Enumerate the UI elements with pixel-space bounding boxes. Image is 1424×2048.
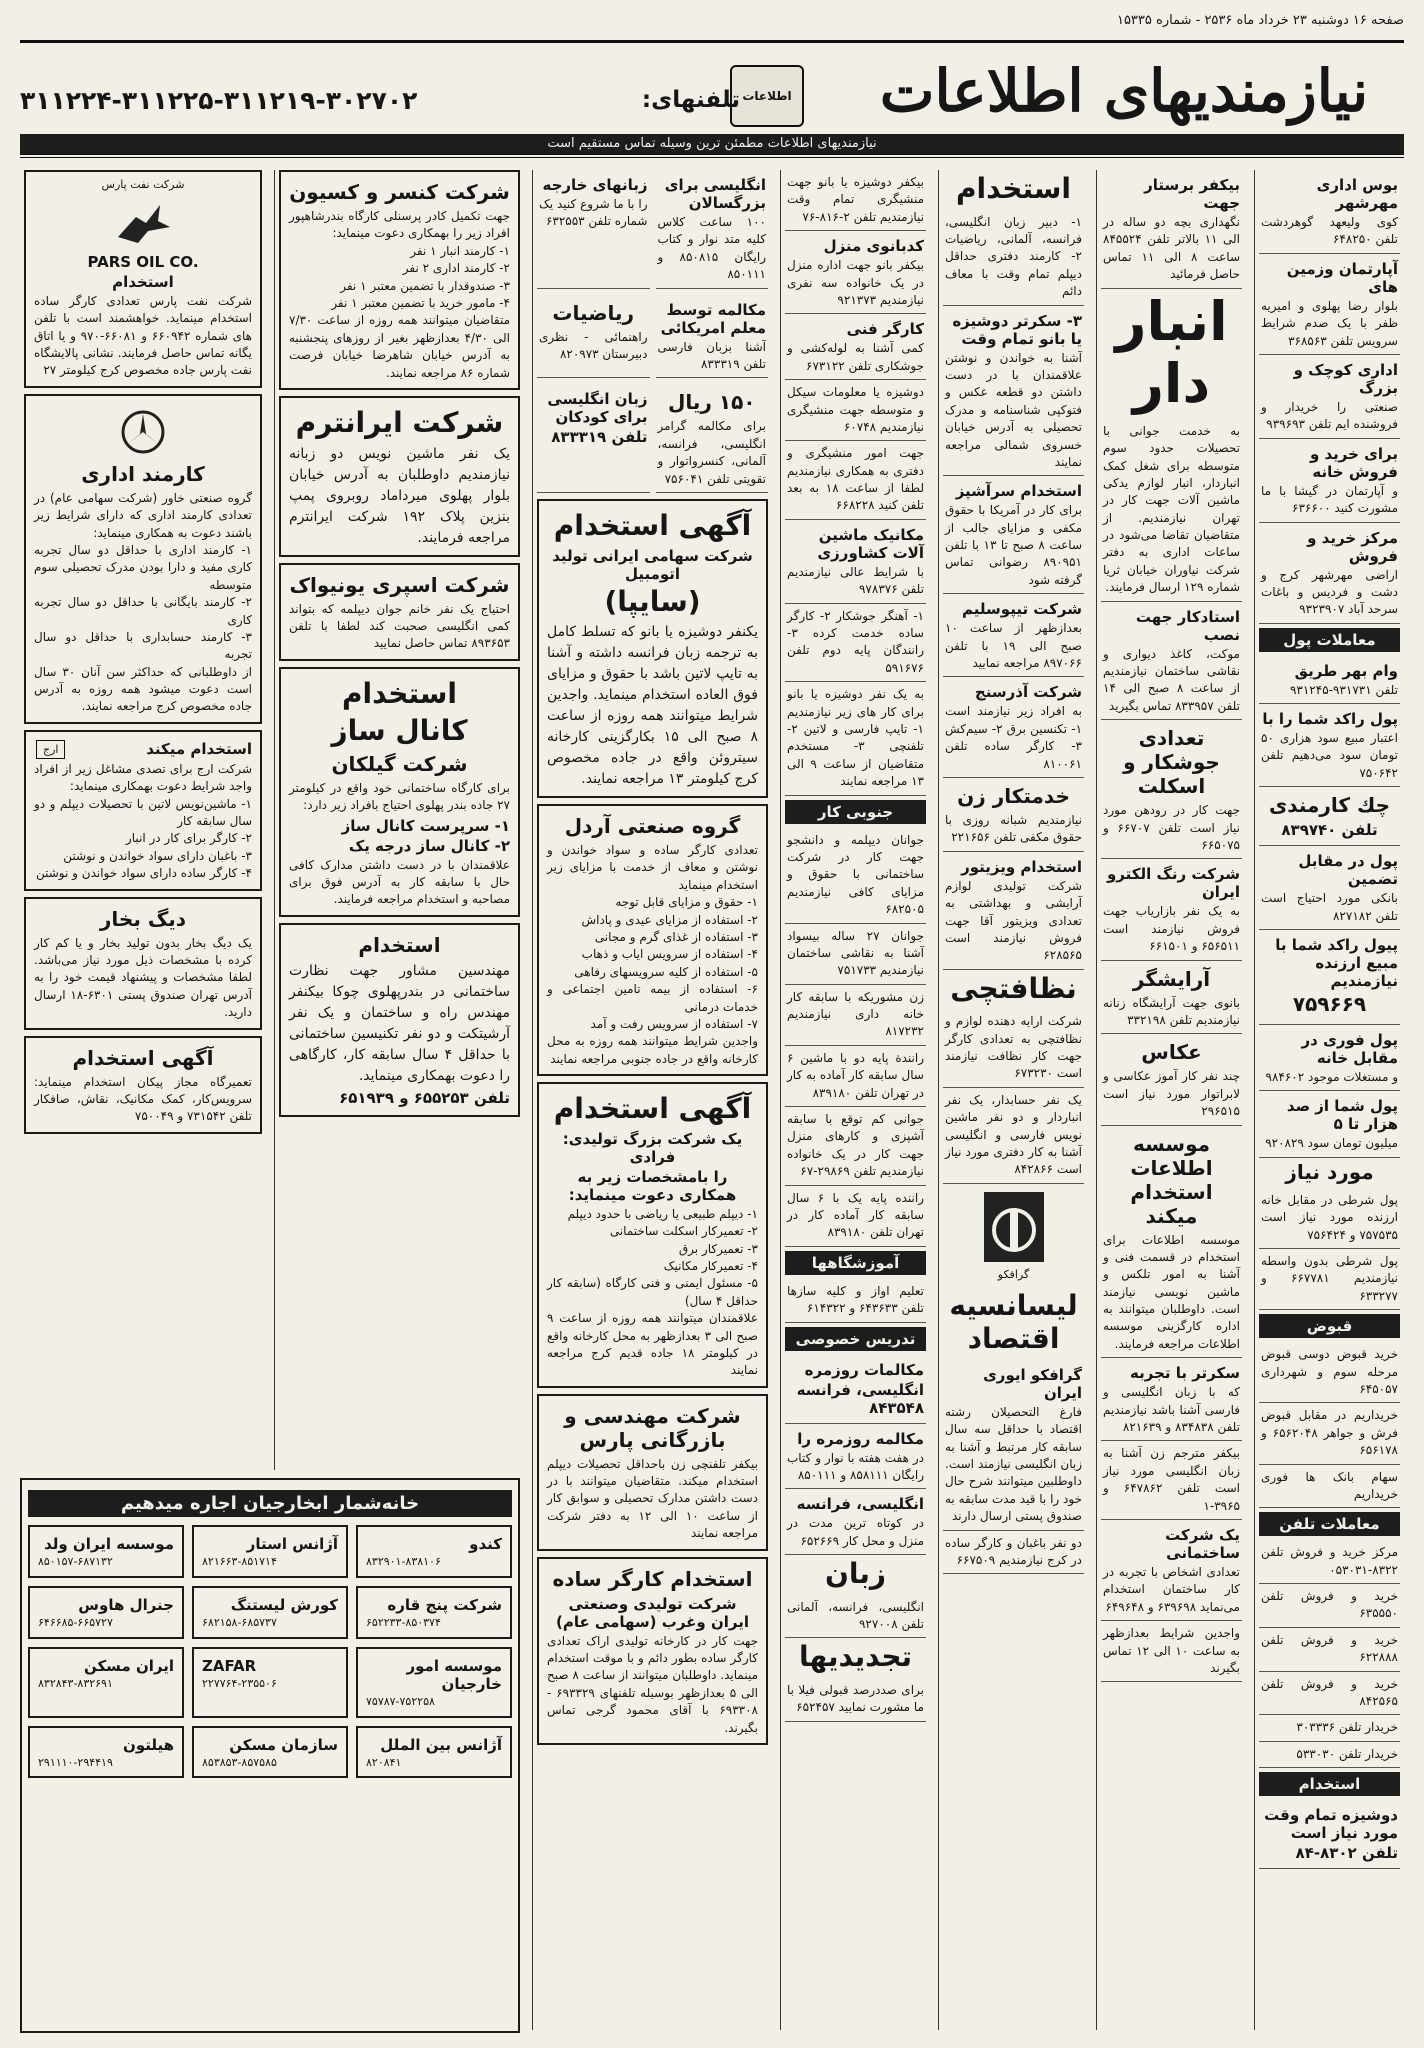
list-item: آرایشگر بانوی جهت آرایشگاه زنانه نیازمندیم تلفن ۳۳۲۱۹۸ [1101,961,1242,1035]
column-1 [1254,170,1404,2030]
list-item: سازمان مسکن ۸۵۳۸۵۳-۸۵۷۵۸۵ [192,1726,348,1779]
list-item: چك كارمندی تلفن ۸۳۹۷۴۰ [1259,787,1400,846]
list-item: انگلیسی، فرانسه در کوتاه ترین مدت در منزل و محل کار ۶۵۲۶۶۹ [785,1489,926,1555]
section-banner-receipts: قبوض [1259,1314,1400,1338]
list-item: مکالمات روزمره انگلیسی، فرانسه ۸۴۳۵۴۸ [785,1355,926,1424]
list-item: استخدام سرآشپز برای کار در آمریکا با حقوق مکفی و مزایای جالب از ساعت ۸ صبح تا ۱۳ با تلفن ۸۹۰۹۵۱ رضوانی تماس گرفته شود [943,476,1084,594]
list-item: بوس اداری مهرشهر کوی ولیعهد گوهردشت تلفن ۶۴۸۲۵۰ [1259,170,1400,254]
concert-ad: شرکت کنسر و کسیون جهت تکمیل کادر پرسنلی کارگاه بندرشاهپور افراد زیر را بهمکاری دعوت مینماید: ۱- کارمند انبار ۱ نفر ۲- کارمند اداری ۲ نفر ۳- صندوقدار با تضمین معتبر ۱ نفر ۴- مامور خرید با تضمین معتبر ۱ نفر متقاضیان میتوانند همه روزه از ساعت ۷/۳۰ الی ۴/۳۰ بعدازظهر بغیر از روزهای پنجشنبه به آدرس خیابان شاهرضا خیابان فرصت شماره ۸۶ مراجعه نمایند. [279,170,520,390]
list-item: خرید و فروش تلفن ۸۴۲۵۶۵ [1259,1672,1400,1716]
list-item: زبان انگلیسی برای کودکان تلفن ۸۳۳۳۱۹ [537,384,650,493]
list-item: دو نفر باغبان و کارگر ساده در کرج نیازمندیم ۶۶۷۵۰۹ [943,1531,1084,1575]
newspaper-title: نیازمندیهای اطلاعات [879,57,1369,125]
masthead [20,40,1404,158]
cleaner-heading: نظافتچی [950,971,1077,1005]
list-item: مکالمه روزمره را در هفت هفته با نوار و کتاب رایگان ۸۵۸۱۱۱ و ۸۵۰۱۱۱ [785,1424,926,1490]
masthead-subtitle: نیازمندیهای اطلاعات مطمئن ترین وسیله تماس مستقیم است [20,134,1404,154]
rental-title: خانه‌شمار ابخارجیان اجاره میدهیم [28,1490,512,1517]
arj-logo: ارج [36,740,65,759]
list-item: عکاس چند نفر کار آموز عکاسی و لابراتوار مورد نیاز است ۲۹۶۵۱۵ [1101,1034,1242,1125]
list-item: جوانان ۲۷ ساله بیسواد آشنا به نقاشی ساختمان نیازمندیم ۷۵۱۷۳۳ [785,924,926,985]
list-item: جوانی کم توقع با سابقه آشپزی و کارهای منزل جهت کار در یک خانواده نیازمندیم تلفن ۲۹۸۶۹-۶۷ [785,1107,926,1186]
boiler-ad: دیگ بخار یک دیگ بخار بدون تولید بخار و یا کم کار کرده با مشخصات ذیل مورد نیاز می‌باشد. لطفا مشخصات و پیشنهاد قیمت خود را به آدرس تهران صندوق پستی ۶۳۰۱-۱۸ ارسال دارید. [24,897,262,1030]
page-info-bar [20,8,1404,32]
list-item: موسسه ایران ولد ۸۵۰۱۵۷-۶۸۷۱۳۲ [28,1525,184,1578]
list-item: موسسه امور خارجیان ۷۵۷۸۷-۷۵۲۲۵۸ [356,1647,512,1718]
list-item: دوشیزه تمام وقت مورد نیاز است تلفن ۸۳۰۲-۸۴ [1259,1800,1400,1869]
list-item: خریدار تلفن ۳۰۳۳۳۶ [1259,1715,1400,1741]
benz-ad: کارمند اداری گروه صنعتی خاور (شرکت سهامی عام) در تعدادی کارمند اداری که دارای شرایط زیر باشند دعوت به همکاری مینماید: ۱- کارمند اداری با حداقل دو سال تجربه کاری مفید و دارا بودن مدرک تحصیلی سوم متوسطه ۲- کارمند بایگانی با حداقل دو سال تجربه کاری ۳- کارمند حسابداری با حداقل دو سال تجربه از داوطلبانی که حداکثر سن آنان ۳۰ سال است دعوت میشود همه روزه به آدرس جاده مخصوص کرج مراجعه نمایند. [24,394,262,724]
section-banner-schools: آموزشگاهها [785,1251,926,1275]
rental-section [20,1478,520,2033]
list-item: انگلیسی برای بزرگسالان ۱۰۰ ساعت کلاس کلیه متد نوار و کتاب رایگان ۸۵۰۸۱۵ و ۸۵۰۱۱۱ [656,170,769,289]
list-item: خریدار تلفن ۵۳۳۰۳۰ [1259,1742,1400,1768]
list-item: خرید قبوض دوسی قبوض مرحله سوم و شهرداری ۶۴۵۰۵۷ [1259,1342,1400,1403]
list-item: استخدام ویزیتور شرکت تولیدی لوازم آرایشی و بهداشتی به تعدادی ویزیتور آقا جهت فروش نیازمند است ۶۲۸۵۶۵ [943,852,1084,970]
list-item: بیکفر دوشیزه یا بانو جهت منشیگری تمام وقت نیازمندیم تلفن ۲-۸۱۶-۷۶ [785,170,926,231]
section-banner-money: معاملات پول [1259,628,1400,652]
list-item: مکانیک ماشین آلات کشاورزی با شرایط عالی نیازمندیم تلفن ۹۷۸۳۷۶ [785,520,926,604]
list-item: سهام بانک ها فوری خریداریم [1259,1465,1400,1509]
pegasus-icon [108,197,178,249]
list-item: پول شما از صد هزار تا ۵ میلیون تومان سود ۹۲۰۸۲۹ [1259,1091,1400,1157]
list-item: پول فوری در مقابل خانه و مستغلات موجود ۹۸۴۶۰۲ [1259,1025,1400,1091]
employment-heading: استخدام [955,172,1072,205]
list-item: شرکت رنگ الکترو ایران به یک نفر بازاریاب جهت فروش نیازمند است ۶۵۶۵۱۱ و ۶۶۱۵۰۱ [1101,859,1242,960]
list-item: پول شرطی در مقابل خانه ارزنده مورد نیاز است ۷۵۷۵۳۵ و ۷۵۶۴۲۴ [1259,1188,1400,1249]
list-item: برای صددرصد قبولی فیلا با ما مشورت نمایید ۶۵۲۴۵۷ [785,1678,926,1722]
list-item: برای خرید و فروش خانه و آپارتمان در گیشا با ما مشورت کنید ۶۳۶۶۰۰ [1259,439,1400,523]
phones-label: تلفنهای: [641,87,740,113]
list-item: خرید و فروش تلفن ۶۳۵۵۵۰ [1259,1584,1400,1628]
list-item: پول راکد شما را با اعتبار مبیع سود هزاری ۵۰ تومان سود می‌دهیم تلفن ۷۵۰۶۴۲ [1259,704,1400,787]
pars-engineering-ad: شرکت مهندسی و بازرگانی پارس بیکفر تلفنچی زن باحداقل تحصیلات دیپلم استخدام میکند. متقاضیان میتوانند با در دست داشتن مدارک تحصیلی و سوابق کار از ساعت ۱۰ الی ۱۲ به دفتر شرکت مراجعه نمایند [537,1394,768,1551]
column-3 [938,170,1088,2030]
gilkan-ad: استخدام کانال ساز شرکت گیلکان برای کارگاه ساختمانی خود واقع در کیلومتر ۲۷ جاده بندر پهلوی احتیاج بافراد زیر دارد: ۱- سرپرست کانال ساز ۲- کانال ساز درجه یک علاقمندان با در دست داشتن مدارک کافی حال با سابقه کار به آدرس فوق برای مصاحبه و استخدام مراجعه فرمایند. [279,667,520,917]
list-item: گرافکو ایوری ایران فارغ التحصیلان رشته اقتصاد با حداقل سه سال سابقه کار مرتبط و آشنا به زبان انگلیسی نیازمند است. داوطلبین میتوانند شرح حال خود را با قید مدت سابقه به صندوق پستی ارسال دارند [943,1360,1084,1531]
list-item: جنرال هاوس ۶۴۶۶۸۵-۶۶۵۷۲۷ [28,1586,184,1639]
list-item: جوانان دیپلمه و دانشجو جهت کار در شرکت ساختمانی با حقوق و مزایای کافی نیازمندیم ۶۸۲۵۰۵ [785,828,926,924]
column-7 [20,170,266,1470]
list-item: شرکت تیپوسلیم بعدازظهر از ساعت ۱۰ صبح الی ۱۹ با تلفن ۸۹۷۰۶۶ مراجعه نمایید [943,594,1084,677]
section-banner-employment: استخدام [1259,1772,1400,1796]
list-item: یک شرکت ساختمانی تعدادی اشخاص با تجربه در کار ساختمان استخدام می‌نماید ۶۳۹۶۹۸ و ۶۴۹۶۴۸ [1101,1520,1242,1621]
warehouse-keeper-heading: انبار دار [1115,289,1228,415]
engineer-ad: استخدام مهندسین مشاور جهت نظارت ساختمانی در بندرپهلوی چوکا بیکنفر مهندس راه و ساختمان و یک نفر آرشیتکت و دو نفر تکنیسین ساختمانی با حداقل ۴ سال سابقه کار، کارگاهی را دعوت بهمکاری مینماید. تلفن ۶۵۵۲۵۳ و ۶۵۱۹۳۹ [279,923,520,1117]
ardel-ad: گروه صنعتی آردل تعدادی کارگر ساده و سواد خواندن و نوشتن و معاف از خدمت با مزایای زیر استخدام مینماید ۱- حقوق و مزایای قابل توجه ۲- استفاده از مزایای عیدی و پاداش ۳- استفاده از غذای گرم و مجانی ۴- استفاده از سرویس ایاب و ذهاب ۵- استفاده از کلیه سرویسهای رفاهی ۶- استفاده از بیمه تامین اجتماعی و خدمات درمانی ۷- استفاده از سرویس رفت و آمد واجدین شرایط میتوانند همه روزه به محل کارخانه واقع در جاده جنوبی مراجعه نمایند [537,804,768,1076]
list-item: راننده پایه یک با ۶ سال سابقه کار آماده کار در تهران تلفن ۸۳۹۱۸۰ [785,1186,926,1247]
list-item: کندو ۸۳۲۹۰۱-۸۳۸۱۰۶ [356,1525,512,1578]
list-item: یک نفر حسابدار، یک نفر انباردار و دو نفر ماشین نویس فارسی و انگلیسی آشنا به کار دفتری مورد نیاز است ۸۴۲۸۶۶ [943,1088,1084,1184]
list-item: آژانس بین الملل ۸۲۰۸۴۱ [356,1726,512,1779]
list-item: شرکت ارایه دهنده لوازم و نظافتچی به تعدادی کارگر جهت کار نظافت نیازمند است ۶۷۳۲۳۰ [943,1009,1084,1088]
section-banner-tutoring: تدریس خصوصی [785,1327,926,1351]
list-item: آپارتمان وزمین های بلوار رضا پهلوی و امیریه ظفر با یک صدم شرایط سرویس تلفن ۳۶۸۵۶۳ [1259,254,1400,355]
grafco-logo [943,1190,1084,1283]
list-item: ۱- آهنگر جوشکار ۲- کارگر ساده خدمت کرده ۳- رانندگان پایه دوم تلفن ۵۹۱۶۷۶ [785,604,926,683]
resit-heading: تجدیدیها [798,1640,913,1674]
list-item: رانندة پایه دو با ماشین ۶ سال سابقه کار آماده به کار در تهران تلفن ۸۳۹۱۸۰ [785,1046,926,1107]
phones-numbers: ۳۱۱۲۲۴-۳۱۱۲۲۵-۳۱۱۲۱۹-۳۰۲۷۰۲ [20,85,418,115]
list-item: کدبانوی منزل بیکفر بانو جهت اداره منزل در یک خانواده سه نفری نیازمندیم ۹۲۱۳۷۳ [785,231,926,314]
notice-ad: آگهی استخدام تعمیرگاه مجاز پیکان استخدام مینماید: سرویس‌کار، کمک مکانیک، نقاش، صافکار تلفن ۷۳۱۵۴۲ و ۷۵۰۰۴۹ [24,1036,262,1134]
spiri-ad: شرکت اسپری یونیواک احتیاج یک نفر خانم جوان دیپلمه که بتواند کمی انگلیسی صحبت کند لطفا با تلفن ۸۹۳۶۵۳ تماس حاصل نمایید [279,563,520,661]
list-item: پیول راکد شما با مبیع ارزنده نیازمندیم ۷۵۹۶۶۹ [1259,930,1400,1025]
list-item: آژانس استار ۸۲۱۶۶۳-۸۵۱۷۱۴ [192,1525,348,1578]
mercedes-star-icon [108,406,178,458]
list-item: ۳- سکرتر دوشیزه یا بانو تمام وقت آشنا به خواندن و نوشتن علاقمندان با در دست داشتن دو قطعه عکس و فتوکپی شناسنامه و مدرک تحصیلی به آدرس خیابان خسروی شمالی مراجعه نمایند [943,306,1084,477]
list-item: استادکار جهت نصب موکت، کاغذ دیواری و نقاشی ساختمان نیازمندیم از ساعت ۸ صبح الی ۱۴ تلفن ۸۳۳۹۵۷ تماس بگیرید [1101,602,1242,721]
list-item: شرکت پنج قاره ۶۵۲۲۳۳-۸۵۰۳۷۴ [356,1586,512,1639]
language-ads-grid [537,170,768,493]
grafco-label: گرافکو [997,1267,1030,1281]
list-item: پول شرطی بدون واسطه نیازمندیم ۶۶۷۷۸۱ و ۶۳۳۲۷۷ [1259,1249,1400,1310]
arj-header: استخدام میکند ارج [34,738,252,761]
list-item: ایران مسکن ۸۳۲۸۴۳-۸۳۲۶۹۱ [28,1647,184,1718]
list-item: کورش لیستنگ ۶۸۲۱۵۸-۶۸۵۷۳۷ [192,1586,348,1639]
section-banner-phones: معاملات تلفن [1259,1512,1400,1536]
list-item: وام بهر طریق تلفن ۹۳۱۷۳۱-۹۳۱۲۴۵ [1259,656,1400,704]
list-item: خدمتکار زن نیازمندیم شبانه روزی با حقوق مکفی تلفن ۲۲۱۶۵۶ [943,778,1084,852]
list-item: ZAFAR ۲۲۷۷۶۴-۲۳۵۵۰۶ [192,1647,348,1718]
grafco-logo-icon [982,1190,1046,1264]
section-banner-south: جنوبی کار [785,800,926,824]
faradi-ad: آگهی استخدام یک شرکت بزرگ تولیدی: فرادی را بامشخصات زیر به همکاری دعوت مینماید: ۱- دیپلم طبیعی یا ریاضی با حدود دیپلم ۲- تعمیرکار اسکلت ساختمانی ۳- تعمیرکار برق ۴- تعمیرکار مکانیک ۵- مسئول ایمنی و فنی کارگاه (سابقه کار حداقل ۴ سال) علاقمندان میتوانند همه روزه از ساعت ۹ صبح الی ۳ بعدازظهر به محل کارخانه واقع در کیلومتر ۱۸ جاده قدیم کرج مراجعه نمایند [537,1082,768,1388]
list-item: شرکت آذرسنج به افراد زیر نیازمند است ۱- تکنسین برق ۲- سیم‌کش ۳- کارگر ساده تلفن ۸۱۰۰۶۱ [943,677,1084,778]
list-item: ۱۵۰ ریال برای مکالمه گرامر انگلیسی، فرانسه، آلمانی، کنسرواتوار و تقویتی تلفن ۷۵۶۰۴۱ [656,384,769,493]
list-item: انگلیسی، فرانسه، آلمانی تلفن ۹۲۷۰۰۸ [785,1595,926,1639]
list-item: ریاضیات راهنمائی - نظری دبیرستان ۸۲۰۹۷۳ [537,295,650,379]
list-item: به خدمت جوانی با تحصیلات حدود سوم متوسطه برای شغل کمک انباردار، انبار لوازم یدکی ماشین آلات جهت کار در تهران نیازمندیم. از متقاضیان تقاضا می‌شود در ساعات اداری به دفتر شرکت نیاوران خیابان ثریا شماره ۱۲۹ ارسال فرمایند. [1101,419,1242,602]
page-info: صفحه ۱۶ دوشنبه ۲۳ خرداد ماه ۲۵۳۶ - شماره ۱۵۳۳۵ [1116,12,1404,28]
list-item: موسسه اطلاعات استخدام میکند موسسه اطلاعات برای استخدام در قسمت فنی و آشنا به امور تلکس و ماشین نویسی نیازمند است. داوطلبان میتوانند به اداره کارگزینی موسسه اطلاعات مراجعه فرمایند. [1101,1126,1242,1359]
list-item: زبانهای خارجه را با ما شروع کنید یک شماره تلفن ۶۳۲۵۵۳ [537,170,650,289]
list-item: جهت امور منشیگری و دفتری به همکاری نیازمندیم لطفا از ساعت ۱۸ به بعد تلفن کنید ۶۶۸۲۲۸ [785,441,926,520]
list-item: ۱- دبیر زبان انگلیسی، فرانسه، آلمانی، ریاضیات ۲- کارمند دفتری حداقل دیپلم تمام وقت با معاف دائم [943,210,1084,306]
list-item: پول در مقابل تضمین بانکی مورد احتیاج است تلفن ۸۲۷۱۸۲ [1259,846,1400,930]
masthead-phones [20,75,740,125]
list-item: زن مشوریکه با سابقه کار خانه داری نیازمندیم ۸۱۷۲۳۲ [785,985,926,1046]
list-item: بیکفر برستار جهت نگهداری بچه دو ساله در الی ۱۱ بالاتر تلفن ۸۴۵۵۲۴ ساعت ۸ الی ۱۱ تماس حاصل فرمائید [1101,170,1242,289]
list-item: سکرتر با تجربه که با زبان انگلیسی و فارسی آشنا باشد نیازمندیم تلفن ۸۳۴۸۳۸ و ۸۲۱۶۳۹ [1101,1358,1242,1441]
list-item: هیلتون ۲۹۱۱۱۰-۲۹۴۴۱۹ [28,1726,184,1779]
economics-heading: لیسانسیه اقتصاد [949,1288,1078,1356]
arj-ad: استخدام میکند ارج شرکت ارج برای تصدی مشاغل زیر از افراد واجد شرایط دعوت بهمکاری مینماید: ۱- ماشین‌نویس لاتین با تحصیلات دیپلم و دو سال سابقه کار ۲- کارگر برای کار در انبار ۳- باغبان دارای سواد خواندن و نوشتن ۴- کارگر ساده دارای سواد خواندن و نوشتن [24,730,262,891]
interm-ad: شرکت ایرانترم یک نفر ماشین نویس دو زبانه نیازمندیم داوطلبان به آدرس خیابان بلوار پهلوی میرداماد روبروی پمپ بنزین پلاک ۱۹۲ شرکت ایرانترم مراجعه فرمایند. [279,396,520,557]
column-6 [274,170,524,1470]
list-item: اداری کوچک و بزرگ صنعتی را خریدار و فروشنده ایم تلفن ۹۳۹۶۹۳ [1259,355,1400,439]
column-4 [780,170,930,2030]
list-item: کارگر فنی کمی آشنا به لوله‌کشی و جوشکاری تلفن ۶۷۳۱۲۲ [785,314,926,380]
newspaper-logo: اطلاعات [730,65,804,127]
list-item: تعلیم اواز و کلیه سازها تلفن ۶۴۳۶۳۳ و ۶۱۴۳۲۲ [785,1279,926,1323]
language-heading: زبان [824,1557,887,1591]
list-item: مرکز خرید و فروش اراضی مهرشهر کرج و دشت و فردیس و باغات سرحد آباد ۹۳۲۳۹۰۷ [1259,523,1400,624]
column-2 [1096,170,1246,2030]
pars-oil-ad: شرکت نفت پارس PARS OIL CO. استخدام شرکت نفت پارس تعدادی کارگر ساده استخدام مینماید. خواهشمند است با تلفن های شماره ۶۶۰۹۴۲ و ۶۶۰۸۱-۹۷۰ و یا اتاق یگانه تماس حاصل فرمایند. نشانی پالایشگاه نفت پارس جاده مخصوص کرج کیلومتر ۲۷ [24,170,262,388]
column-5 [532,170,772,2030]
list-item: خریداریم در مقابل قبوض فرش و جواهر ۶۵۶۲۰۴۸ و ۶۵۶۱۷۸ [1259,1403,1400,1464]
list-item: دوشیزه یا معلومات سیکل و متوسطه جهت منشیگری نیازمندیم ۶۰۷۴۸ [785,380,926,441]
iran-gharb-ad: استخدام کارگر ساده شرکت تولیدی وصنعتی ایران وغرب (سهامی عام) جهت کار در کارخانه تولیدی اراک تعدادی کارگر ساده بطور دائم و با موقت استخدام مینماید. داوطلبان میتوانند از ساعت ۸ صبح الی ۵ بعدازظهر بوسیله تلفنهای ۶۹۳۳۲۹ - ۶۹۳۳۰۸ با آقای محمود گرجی تماس بگیرند. [537,1557,768,1745]
list-item: بیکفر مترجم زن آشنا به زبان انگلیسی مورد نیاز است تلفن ۶۴۷۸۶۲ و ۳۹۶۵-۱ [1101,1441,1242,1520]
list-item: به یک نفر دوشیزه یا بانو برای کار های زیر نیازمندیم ۱- تایپ فارسی و لاتین ۲- تلفنچی ۳- مستخدم متقاضیان از ساعت ۹ الی ۱۳ مراجعه نمایند [785,682,926,795]
list-item: مکالمه توسط معلم امریکائی آشنا بزبان فارسی تلفن ۸۳۳۳۱۹ [656,295,769,379]
list-item: واجدین شرایط بعدازظهر به ساعت ۱۰ الی ۱۲ تماس بگیرند [1101,1621,1242,1682]
rental-grid [28,1525,512,1778]
need-title: مورد نیاز [1285,1159,1374,1184]
list-item: مرکز خرید و فروش تلفن ۸۳۲۲-۰۵۳۰۳۱ [1259,1540,1400,1584]
saipa-ad: آگهی استخدام شرکت سهامی ایرانی تولید اتومبیل (سایپا) یکنفر دوشیزه یا بانو که تسلط کامل به ترجمه زبان فرانسه داشته و آشنا به تایپ لاتین باشد با حقوق و مزایای فوق العاده استخدام مینماید. واجدین شرایط میتوانند همه روزه از ساعت ۸ صبح الی ۱۵ بکارگزینی کارخانه سیتروئن واقع در جاده مخصوص کرج کیلومتر ۱۳ مراجعه نمایند. [537,499,768,798]
list-item: تعدادی جوشکار و اسکلت جهت کار در رودهن مورد نیاز است تلفن ۶۶۷۰۷ و ۶۶۵۰۷۵ [1101,720,1242,859]
list-item: خرید و فروش تلفن ۶۲۲۸۸۸ [1259,1628,1400,1672]
